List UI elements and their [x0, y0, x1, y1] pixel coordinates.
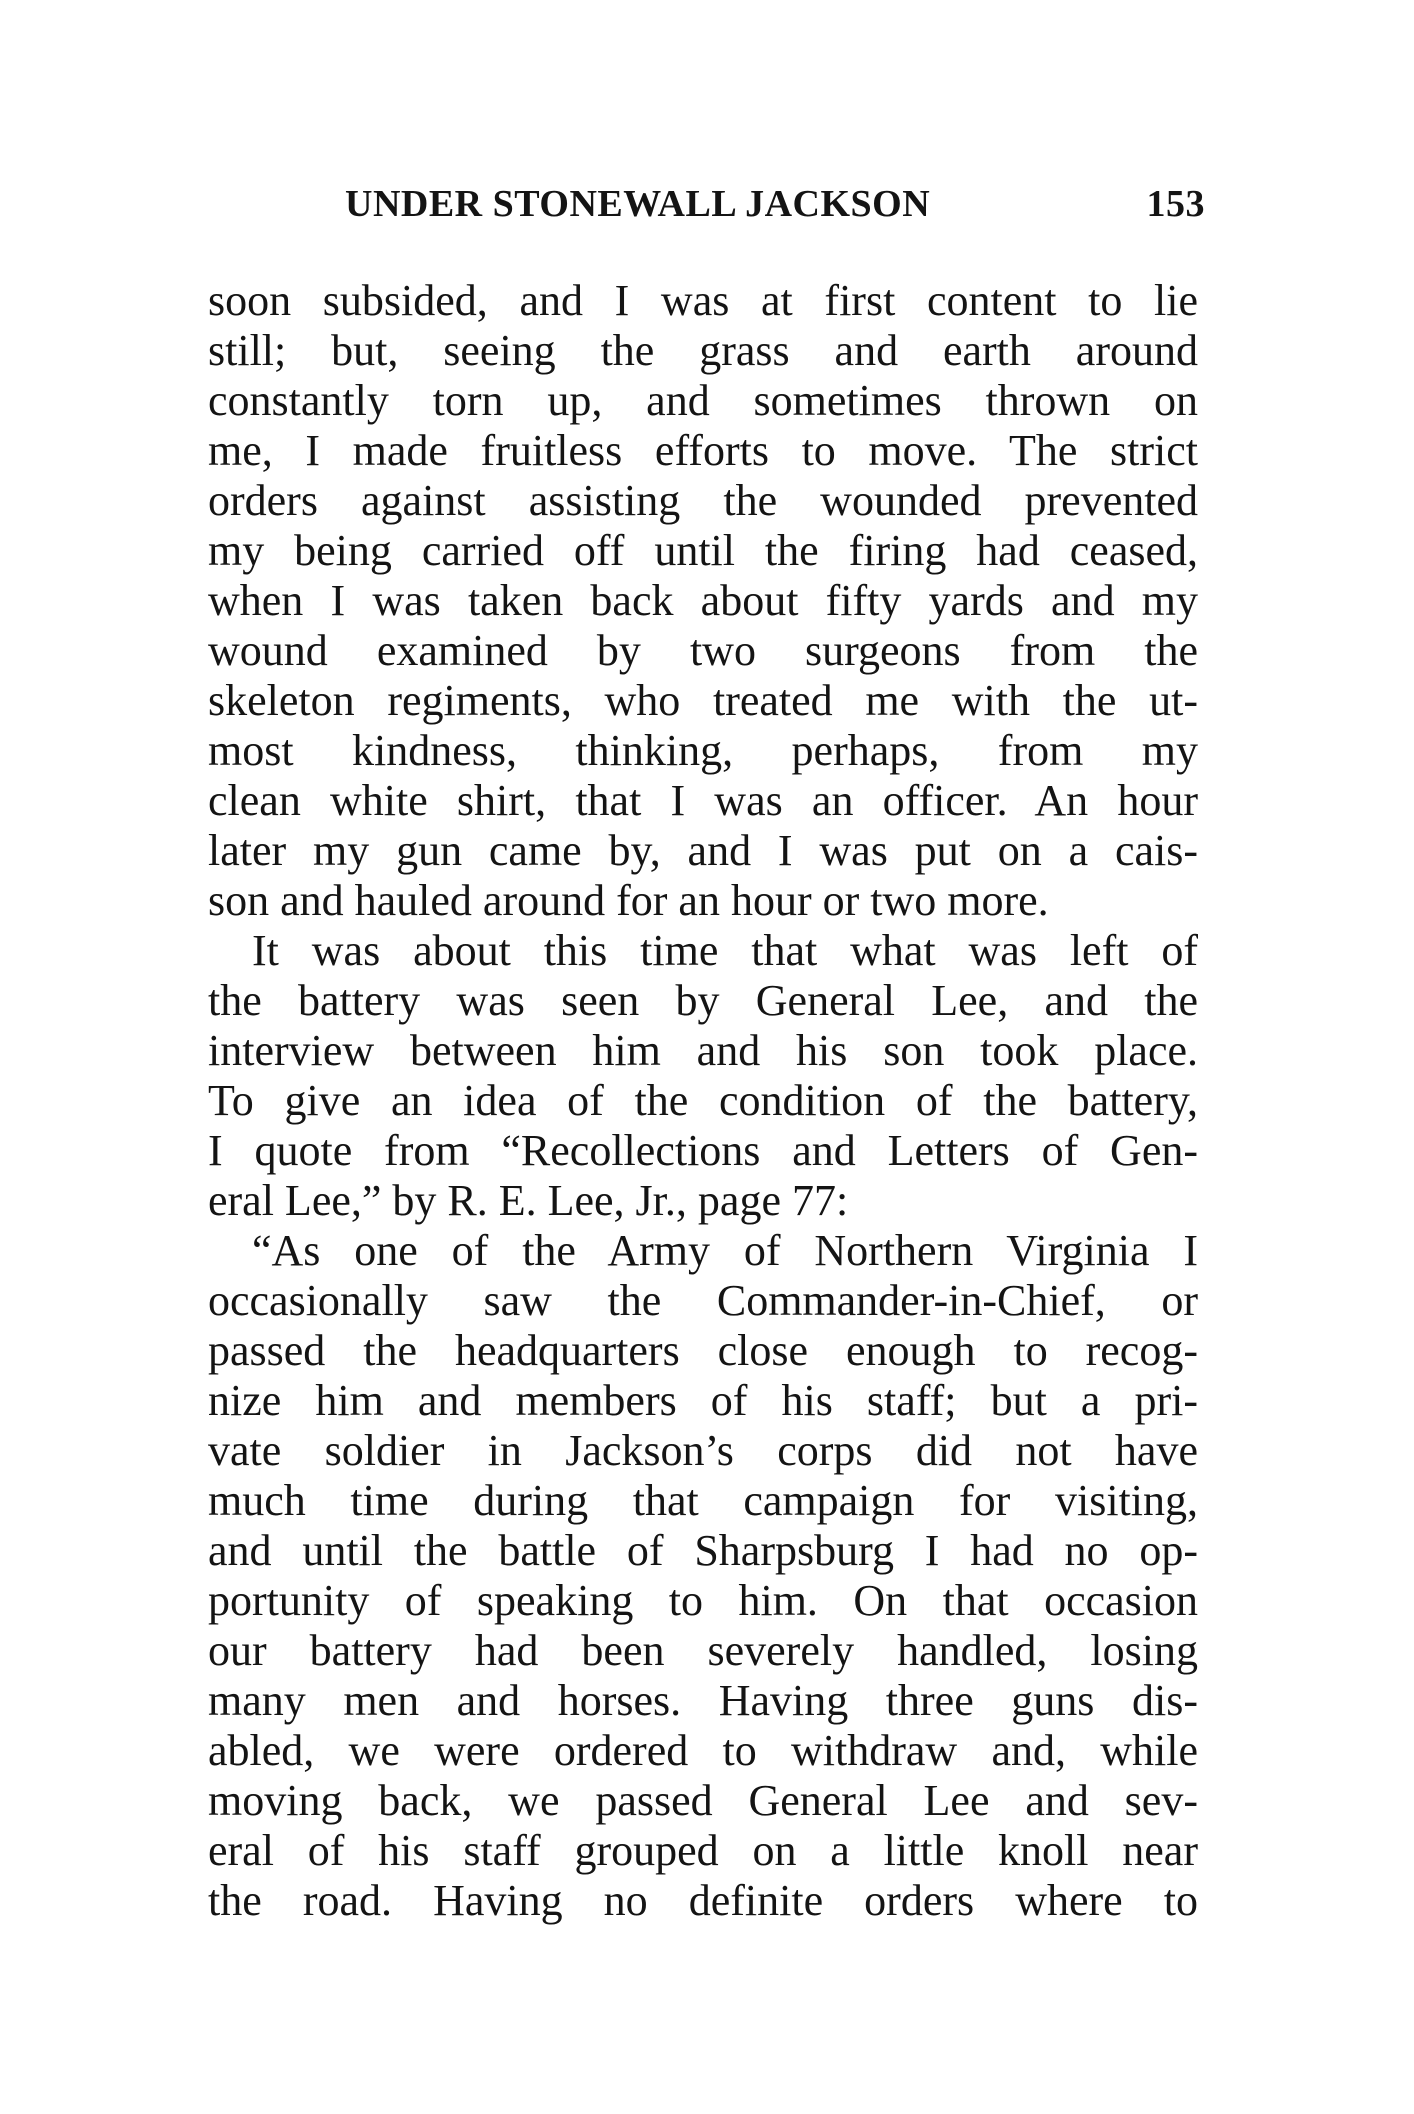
text-line: interview between him and his son took place.: [208, 1026, 1198, 1075]
running-title: UNDER STONEWALL JACKSON: [345, 183, 931, 225]
text-line: orders against assisting the wounded prevented: [208, 476, 1198, 525]
text-line: the battery was seen by General Lee, and the: [208, 976, 1198, 1025]
text-line: skeleton regiments, who treated me with the ut-: [208, 676, 1198, 725]
text-line: still; but, seeing the grass and earth around: [208, 326, 1198, 375]
text-line: when I was taken back about fifty yards and my: [208, 576, 1198, 625]
text-line: It was about this time that what was left of: [252, 926, 1198, 975]
body-text: [208, 276, 1198, 1926]
text-line: much time during that campaign for visiting,: [208, 1476, 1198, 1525]
text-line: portunity of speaking to him. On that occasion: [208, 1576, 1198, 1625]
text-line: abled, we were ordered to withdraw and, while: [208, 1726, 1198, 1775]
page-number: 153: [1146, 183, 1205, 225]
text-line: “As one of the Army of Northern Virginia I: [252, 1226, 1198, 1275]
text-line: later my gun came by, and I was put on a cais-: [208, 826, 1198, 875]
running-head: [345, 182, 1205, 232]
text-line: nize him and members of his staff; but a pri-: [208, 1376, 1198, 1425]
text-line: moving back, we passed General Lee and sev-: [208, 1776, 1198, 1825]
text-line: passed the headquarters close enough to recog-: [208, 1326, 1198, 1375]
text-line: me, I made fruitless efforts to move. The strict: [208, 426, 1198, 475]
text-line: and until the battle of Sharpsburg I had no op-: [208, 1526, 1198, 1575]
text-line: To give an idea of the condition of the battery,: [208, 1076, 1198, 1125]
text-line: most kindness, thinking, perhaps, from my: [208, 726, 1198, 775]
text-line: clean white shirt, that I was an officer. An hour: [208, 776, 1198, 825]
text-line: our battery had been severely handled, losing: [208, 1626, 1198, 1675]
text-line: eral of his staff grouped on a little knoll near: [208, 1826, 1198, 1875]
text-line: eral Lee,” by R. E. Lee, Jr., page 77:: [208, 1176, 849, 1225]
text-line: occasionally saw the Commander-in-Chief, or: [208, 1276, 1198, 1325]
text-line: vate soldier in Jackson’s corps did not have: [208, 1426, 1198, 1475]
text-line: the road. Having no definite orders where to: [208, 1876, 1198, 1925]
text-line: soon subsided, and I was at first content to lie: [208, 276, 1198, 325]
text-line: I quote from “Recollections and Letters of Gen-: [208, 1126, 1198, 1175]
text-line: constantly torn up, and sometimes thrown on: [208, 376, 1198, 425]
text-line: wound examined by two surgeons from the: [208, 626, 1198, 675]
text-line: many men and horses. Having three guns dis-: [208, 1676, 1198, 1725]
text-line: my being carried off until the firing had ceased,: [208, 526, 1198, 575]
text-line: son and hauled around for an hour or two more.: [208, 876, 1049, 925]
